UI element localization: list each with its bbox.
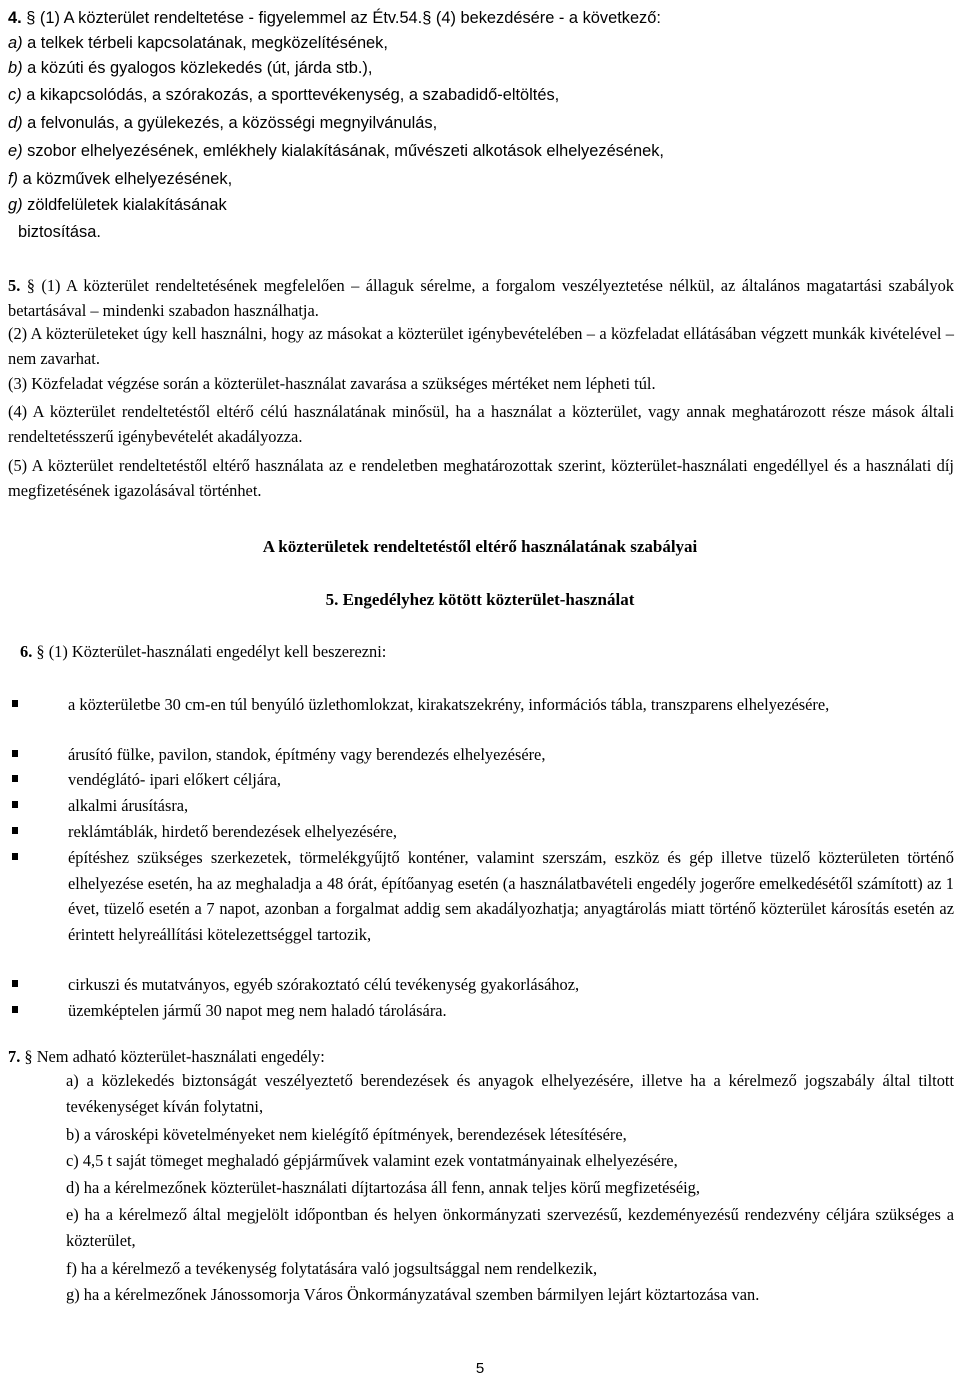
bullet-text: reklámtáblák, hirdető berendezések elhelyezésére, xyxy=(68,822,397,841)
item-text: a közművek elhelyezésének, xyxy=(18,170,233,188)
s4-item-d xyxy=(8,113,954,133)
s7-item-a: a) a közlekedés biztonságát veszélyeztető berendezések és anyagok elhelyezésére, illetve ha a kérelmező jogszabály által tiltott tevékenységet kíván folytatni, xyxy=(66,1071,954,1116)
s4-closing: biztosítása. xyxy=(18,223,101,241)
bullet-icon xyxy=(12,750,18,757)
section-text: § Nem adható közterület-használati engedély: xyxy=(24,1047,325,1066)
item-text: zöldfelületek kialakításának xyxy=(22,196,227,214)
s4-item-g xyxy=(8,195,954,215)
s4-item-a xyxy=(8,33,954,53)
s7-item-b: b) a városképi követelményeket nem kielégítő építmények, berendezések létesítésére, xyxy=(66,1125,627,1144)
paragraph-text: § (1) A közterület rendeltetésének megfelelően – állaguk sérelme, a forgalom veszélyeztetése nélkül, az általános magatartási szabályok betartásával – mindenki szabadon használhatja. xyxy=(8,276,954,320)
s7-item-e: e) ha a kérelmező által megjelölt időpontban és helyen önkormányzati szervezésű, kezdeményezésű rendezvény céljára szükséges a közterület, xyxy=(66,1205,954,1250)
section-number: 7. xyxy=(8,1047,21,1066)
item-label: d) xyxy=(8,114,23,132)
item-label: e) xyxy=(8,142,23,160)
s7-heading xyxy=(8,1047,954,1067)
bullet-icon xyxy=(12,700,18,707)
s4-item-b xyxy=(8,58,954,78)
item-label: g) xyxy=(8,196,23,214)
bullet-icon xyxy=(12,827,18,834)
subsection-heading: 5. Engedélyhez kötött közterület-használat xyxy=(325,590,635,609)
s4-item-e xyxy=(8,141,954,161)
bullet-text: építéshez szükséges szerkezetek, törmelékgyűjtő konténer, valamint szerszám, eszköz és gép illetve tüzelő közterületen történő elhelyezése esetén, ha az meghaladja a 48 órát, építőanyag esetén (a használatbavételi engedély jogerőre emelkedésétől számított) az 1 évet, tüzelő esetén a 7 napot, azonban a forgalmat addig sem akadályozhatja; anyagtárolás miatt történő közterület károsítás esetén az érintett helyreállítási kötelezettséggel tartozik, xyxy=(68,848,954,944)
s4-item-f xyxy=(8,169,954,189)
s5-paragraph-3: (3) Közfeladat végzése során a közterület-használat zavarása a szükséges mértéket nem lépheti túl. xyxy=(8,374,656,393)
s4-item-c xyxy=(8,85,954,105)
s5-paragraph-2: (2) A közterületeket úgy kell használni, hogy az másokat a közterület igénybevételében – a közfeladat ellátásában végzett munkák kivételével – nem zavarhat. xyxy=(8,324,954,368)
s5-paragraph-4: (4) A közterület rendeltetéstől eltérő célú használatának minősül, ha a használat a közterület, vagy annak meghatározott része mások általi rendeltetésszerű igénybevételét akadályozza. xyxy=(8,402,954,446)
bullet-text: árusító fülke, pavilon, standok, építmény vagy berendezés elhelyezésére, xyxy=(68,745,546,764)
section-text: § (1) Közterület-használati engedélyt kell beszerezni: xyxy=(36,642,387,661)
item-label: b) xyxy=(8,59,23,77)
bullet-text: cirkuszi és mutatványos, egyéb szórakoztató célú tevékenység gyakorlásához, xyxy=(68,975,580,994)
section-heading: A közterületek rendeltetéstől eltérő használatának szabályai xyxy=(262,537,698,556)
section-4-heading xyxy=(8,8,954,28)
item-text: szobor elhelyezésének, emlékhely kialakításának, művészeti alkotások elhelyezésének, xyxy=(22,142,664,160)
s6-heading xyxy=(20,642,954,662)
item-text: a közúti és gyalogos közlekedés (út, járda stb.), xyxy=(22,59,373,77)
bullet-text: alkalmi árusításra, xyxy=(68,796,189,815)
item-label: c) xyxy=(8,86,22,104)
s7-item-f: f) ha a kérelmező a tevékenység folytatására való jogsultsággal nem rendelkezik, xyxy=(66,1259,598,1278)
bullet-text: a közterületbe 30 cm-en túl benyúló üzlethomlokzat, kirakatszekrény, információs tábla, transzparens elhelyezésére, xyxy=(68,695,830,714)
section-text: § (1) A közterület rendeltetése - figyelemmel az Étv.54.§ (4) bekezdésére - a következő: xyxy=(26,9,661,27)
s5-paragraph-5: (5) A közterület rendeltetéstől eltérő használata az e rendeletben meghatározottak szerint, közterület-használati engedéllyel és a használati díj megfizetésének igazolásával történhet. xyxy=(8,456,954,500)
bullet-icon xyxy=(12,1006,18,1013)
s7-item-c: c) 4,5 t saját tömeget meghaladó gépjárművek valamint ezek vontatmányainak elhelyezésére, xyxy=(66,1151,678,1170)
bullet-icon xyxy=(12,801,18,808)
bullet-icon xyxy=(12,853,18,860)
bullet-text: üzemképtelen jármű 30 napot meg nem haladó tárolására. xyxy=(68,1001,447,1020)
item-label: f) xyxy=(8,170,19,188)
s7-item-d: d) ha a kérelmezőnek közterület-használati díjtartozása áll fenn, annak teljes körű megfizetéséig, xyxy=(66,1178,700,1197)
section-number: 4. xyxy=(8,9,22,27)
bullet-icon xyxy=(12,980,18,987)
item-text: a kikapcsolódás, a szórakozás, a sporttevékenység, a szabadidő-eltöltés, xyxy=(21,86,560,104)
bullet-text: vendéglátó- ipari előkert céljára, xyxy=(68,770,281,789)
bullet-icon xyxy=(12,775,18,782)
section-number: 6. xyxy=(20,642,33,661)
page-number: 5 xyxy=(475,1360,485,1377)
s7-item-g: g) ha a kérelmezőnek Jánossomorja Város Önkormányzatával szemben bármilyen lejárt köztartozása van. xyxy=(66,1285,760,1304)
s5-paragraph-1 xyxy=(8,274,954,323)
item-text: a felvonulás, a gyülekezés, a közösségi megnyilvánulás, xyxy=(22,114,438,132)
item-label: a) xyxy=(8,34,23,52)
section-number: 5. xyxy=(8,276,21,295)
item-text: a telkek térbeli kapcsolatának, megközelítésének, xyxy=(22,34,388,52)
